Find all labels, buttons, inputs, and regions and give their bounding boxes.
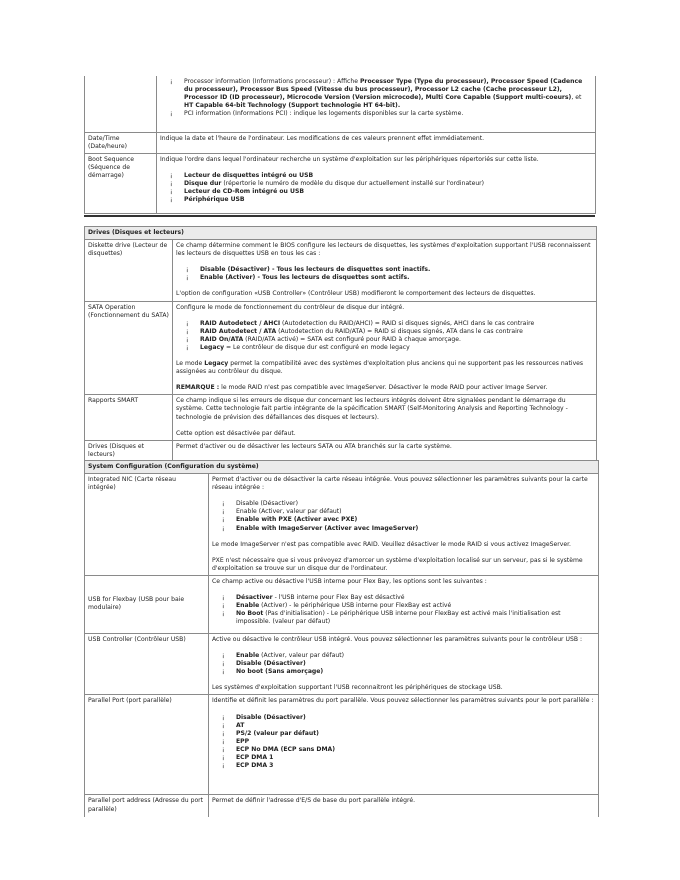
row-desc: Indique l'ordre dans lequel l'ordinateur recherche un système d'exploitation sur les périphériques répertoriés sur cette liste. ¡ Lecteur de disquettes intégré ou USB ¡ Disque dur (répertorie le numéro de modèle du disque dur actuellement installé sur l'ordinateur) ¡ Lecteur de CD-Rom intégré ou USB ¡ Périphérique USB bbox=[157, 153, 596, 213]
list-item: ¡ Disable (Désactiver) - Tous les lecteurs de disquettes sont inactifs. bbox=[200, 266, 593, 274]
list-item: ¡ Disque dur (répertorie le numéro de modèle du disque dur actuellement installé sur l'ordinateur) bbox=[184, 180, 592, 188]
section-header bbox=[85, 461, 599, 474]
list-item: ¡ Lecteur de disquettes intégré ou USB bbox=[184, 172, 592, 180]
list-item: ¡ Enable (Activer) - le périphérique USB interne pour FlexBay est activé bbox=[236, 602, 595, 610]
row-desc: Permet d'activer ou de désactiver les lecteurs SATA ou ATA branchés sur la carte système. bbox=[173, 440, 597, 461]
table-row bbox=[85, 440, 597, 461]
list-item: ¡ EPP bbox=[236, 738, 595, 746]
bios-table-top bbox=[84, 76, 596, 214]
row-desc: Permet d'activer ou de désactiver la carte réseau intégrée. Vous pouvez sélectionner les paramètres suivants pour la carte réseau intégrée : ¡ Disable (Désactiver) ¡ Enable (Activer, valeur par défaut) ¡ Enable with PXE (Activer avec PXE) ¡ Enable with ImageServer (Activer avec ImageServer) Le mode ImageServer n'est pas compatible avec RAID. Veuillez désactiver le mode RAID si vous activez ImageServer. PXE n'est nécessaire que si vous prévoyez d'amorcer un système d'exploitation localisé sur un serveur, pas si le système d'exploitation se trouve sur un disque dur de l'ordinateur. bbox=[209, 474, 599, 576]
divider bbox=[84, 215, 595, 217]
list-item: ¡ Disable (Désactiver) bbox=[236, 714, 595, 722]
row-label: Diskette drive (Lecteur de disquettes) bbox=[85, 240, 173, 301]
row-label: Integrated NIC (Carte réseau intégrée) bbox=[85, 474, 209, 576]
row-label: Drives (Disques et lecteurs) bbox=[85, 440, 173, 461]
table-row bbox=[85, 153, 596, 213]
list-item: ¡ Désactiver - l'USB interne pour Flex Bay est désactivé bbox=[236, 594, 595, 602]
list-item: ¡ Legacy = Le contrôleur de disque dur est configuré en mode legacy bbox=[200, 344, 593, 352]
list-item: ¡ Lecteur de CD-Rom intégré ou USB bbox=[184, 188, 592, 196]
row-desc bbox=[157, 76, 596, 132]
table-row bbox=[85, 795, 599, 817]
row-label: USB Controller (Contrôleur USB) bbox=[85, 633, 209, 694]
table-row bbox=[85, 132, 596, 153]
list-item: ¡ Enable (Activer) - Tous les lecteurs de disquettes sont actifs. bbox=[200, 274, 593, 282]
list-item: ¡ PCI information (Informations PCI) : indique les logements disponibles sur la carte système. bbox=[184, 110, 592, 118]
list-item: ¡ No boot (Sans amorçage) bbox=[236, 668, 595, 676]
list-item: ¡ Périphérique USB bbox=[184, 196, 592, 204]
list-item: ¡ Disable (Désactiver) bbox=[236, 660, 595, 668]
table-row bbox=[85, 240, 597, 301]
row-label: Date/Time (Date/heure) bbox=[85, 132, 157, 153]
row-label: SATA Operation (Fonctionnement du SATA) bbox=[85, 301, 173, 395]
drives-table bbox=[84, 226, 597, 462]
row-desc: Ce champ active ou désactive l'USB interne pour Flex Bay, les options sont les suivantes : ¡ Désactiver - l'USB interne pour Flex Bay est désactivé ¡ Enable (Activer) - le périphérique USB interne pour FlexBay est activé ¡ No Boot (Pas d'initialisation) - Le périphérique USB interne pour FlexBay est activé mais l'initialisation est impossible. (valeur par défaut) bbox=[209, 575, 599, 633]
row-desc: Configure le mode de fonctionnement du contrôleur de disque dur intégré. ¡ RAID Autodetect / AHCI (Autodetection du RAID/AHCI) = RAID si disques signés, AHCI dans le cas contraire ¡ RAID Autodetect / ATA (Autodetection du RAID/ATA) = RAID si disques signés, ATA dans le cas contraire ¡ RAID On/ATA (RAID/ATA activé) = SATA est configuré pour RAID à chaque amorçage. ¡ Legacy = Le contrôleur de disque dur est configuré en mode legacy Le mode Legacy permet la compatibilité avec des systèmes d'exploitation plus anciens qui ne supportent pas les ressources natives assignées au contrôleur du disque. REMARQUE : le mode RAID n'est pas compatible avec ImageServer. Désactiver le mode RAID pour activer Image Server. bbox=[173, 301, 597, 395]
list-item: ¡ Processor information (Informations processeur) : Affiche Processor Type (Type du processeur), Processor Speed (Cadence du processeur), Processor Bus Speed (Vitesse du bus processeur), Processor L2 cache (Cache processeur L2), Processor ID (ID processeur), Microcode Version (Version microcode), Multi Core Capable (Support multi-coeurs), et HT Capable 64-bit Technology (Support technologie HT 64-bit). bbox=[184, 78, 592, 110]
row-desc: Ce champ détermine comment le BIOS configure les lecteurs de disquettes, les systèmes d'exploitation supportant l'USB reconnaissent les lecteurs de disquettes USB en tous les cas : ¡ Disable (Désactiver) - Tous les lecteurs de disquettes sont inactifs. ¡ Enable (Activer) - Tous les lecteurs de disquettes sont actifs. L'option de configuration «USB Controller» (Contrôleur USB) modifieront le comportement des lecteurs de disquettes. bbox=[173, 240, 597, 301]
list-item: ¡ PS/2 (valeur par défaut) bbox=[236, 730, 595, 738]
list-item: ¡ ECP DMA 1 bbox=[236, 754, 595, 762]
row-desc: Identifie et définit les paramètres du port parallèle. Vous pouvez sélectionner les paramètres suivants pour le port parallèle : ¡ Disable (Désactiver) ¡ AT ¡ PS/2 (valeur par défaut) ¡ EPP ¡ ECP No DMA (ECP sans DMA) ¡ ECP DMA 1 ¡ ECP DMA 3 bbox=[209, 695, 599, 795]
row-desc: Permet de définir l'adresse d'E/S de base du port parallèle intégré. bbox=[209, 795, 599, 817]
list-item: ¡ No Boot (Pas d'initialisation) - Le périphérique USB interne pour FlexBay est activé mais l'initialisation est impossible. (valeur par défaut) bbox=[236, 610, 595, 626]
list-item: ¡ Enable (Activer, valeur par défaut) bbox=[236, 508, 595, 516]
row-desc: Ce champ indique si les erreurs de disque dur concernant les lecteurs intégrés doivent être signalées pendant le démarrage du système. Cette technologie fait partie intégrante de la spécification SMART (Self-Monitoring Analysis and Reporting Technology - technologie de prévision des défaillances des disques et lecteurs). Cette option est désactivée par défaut. bbox=[173, 395, 597, 440]
row-label: Parallel port address (Adresse du port parallèle) bbox=[85, 795, 209, 817]
table-row bbox=[85, 395, 597, 440]
row-desc: Active ou désactive le contrôleur USB intégré. Vous pouvez sélectionner les paramètres suivants pour le contrôleur USB : ¡ Enable (Activer, valeur par défaut) ¡ Disable (Désactiver) ¡ No boot (Sans amorçage) Les systèmes d'exploitation supportant l'USB reconnaitront les périphériques de stockage USB. bbox=[209, 633, 599, 694]
row-label: Parallel Port (port parallèle) bbox=[85, 695, 209, 795]
list-item: ¡ RAID On/ATA (RAID/ATA activé) = SATA est configuré pour RAID à chaque amorçage. bbox=[200, 336, 593, 344]
row-label bbox=[85, 76, 157, 132]
list-item: ¡ RAID Autodetect / AHCI (Autodetection du RAID/AHCI) = RAID si disques signés, AHCI dans le cas contraire bbox=[200, 320, 593, 328]
list-item: ¡ RAID Autodetect / ATA (Autodetection du RAID/ATA) = RAID si disques signés, ATA dans le cas contraire bbox=[200, 328, 593, 336]
table-row bbox=[85, 301, 597, 395]
sysconf-table bbox=[84, 460, 599, 817]
list-item: ¡ ECP No DMA (ECP sans DMA) bbox=[236, 746, 595, 754]
list-item: ¡ ECP DMA 3 bbox=[236, 762, 595, 770]
list-item: ¡ Disable (Désactiver) bbox=[236, 500, 595, 508]
section-title: System Configuration (Configuration du système) bbox=[85, 461, 599, 474]
table-row bbox=[85, 76, 596, 132]
table-row bbox=[85, 633, 599, 694]
row-label: Boot Sequence (Séquence de démarrage) bbox=[85, 153, 157, 213]
row-label: Rapports SMART bbox=[85, 395, 173, 440]
section-header bbox=[85, 227, 597, 240]
row-label: USB for Flexbay (USB pour baie modulaire) bbox=[85, 575, 209, 633]
table-row bbox=[85, 474, 599, 576]
list-item: ¡ Enable (Activer, valeur par défaut) bbox=[236, 652, 595, 660]
list-item: ¡ AT bbox=[236, 722, 595, 730]
table-row bbox=[85, 575, 599, 633]
table-row bbox=[85, 695, 599, 795]
row-desc: Indique la date et l'heure de l'ordinateur. Les modifications de ces valeurs prennent effet immédiatement. bbox=[157, 132, 596, 153]
list-item: ¡ Enable with ImageServer (Activer avec ImageServer) bbox=[236, 525, 595, 533]
section-title: Drives (Disques et lecteurs) bbox=[85, 227, 597, 240]
list-item: ¡ Enable with PXE (Activer avec PXE) bbox=[236, 516, 595, 524]
